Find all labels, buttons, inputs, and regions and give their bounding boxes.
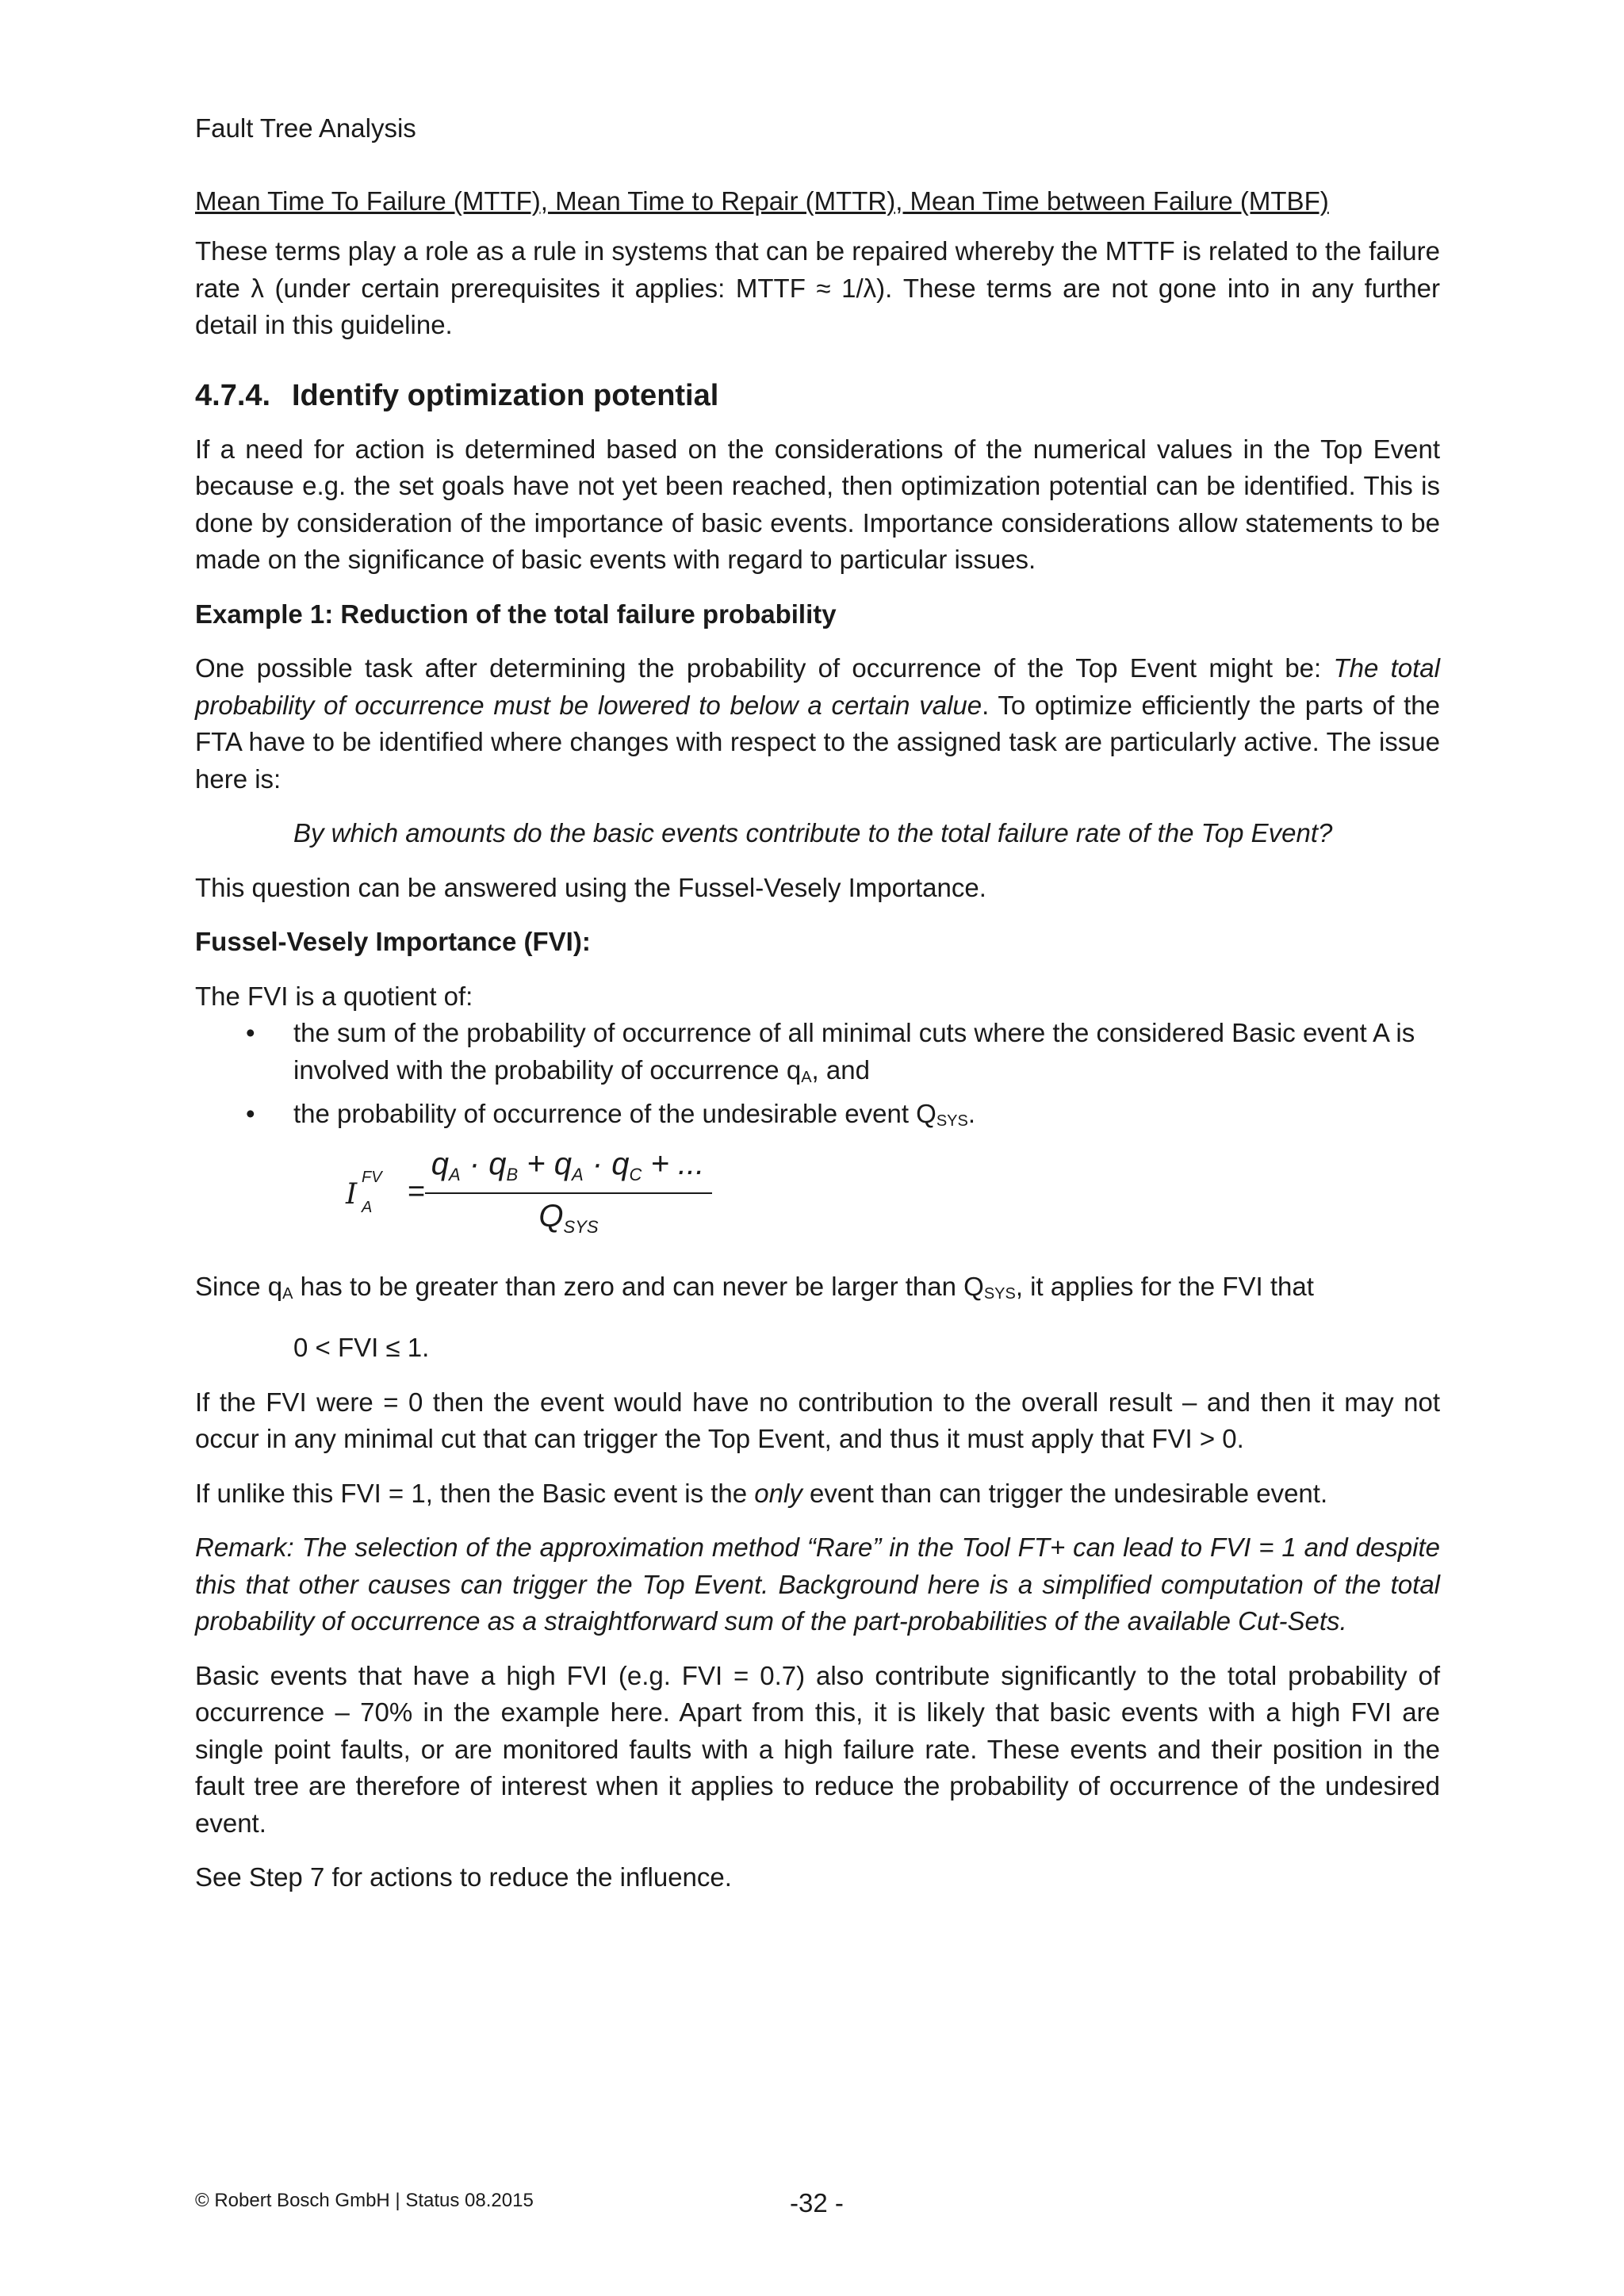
formula-lhs xyxy=(346,1168,382,1216)
bullet1-subscript: A xyxy=(801,1068,812,1086)
running-header: Fault Tree Analysis xyxy=(195,113,416,143)
bullet1-end: , and xyxy=(811,1054,870,1085)
formula-denominator: $Q_{SYS}$ xyxy=(538,1198,599,1237)
see-step-paragraph: See Step 7 for actions to reduce the influence. xyxy=(195,1862,732,1892)
example1-answer: This question can be answered using the Fussel-Vesely Importance. xyxy=(195,872,986,902)
footer-page-number: -32 - xyxy=(790,2188,844,2218)
bullet-glyph: • xyxy=(246,1099,255,1128)
high-fvi-paragraph: Basic events that have a high FVI (e.g. FVI = 0.7) also contribute significantly to the total probability of occurrence – 70% in the example here. Apart from this, it is likely that basic events with a high FVI are single point faults, or are monitored faults with a high failure rate. These events and their position in the fault tree are therefore of interest when it applies to reduce the probability of occurrence of the undesired event. xyxy=(195,1660,1440,1838)
list-item xyxy=(195,1015,1440,1096)
fvi-formula xyxy=(195,1146,1440,1246)
since-paragraph xyxy=(195,1269,1440,1313)
example1-paragraph xyxy=(195,650,1440,798)
since-subscript-a: A xyxy=(282,1284,293,1303)
document-page xyxy=(195,111,1440,1914)
example1-text-start: One possible task after determining the probability of occurrence of the Top Event might be: xyxy=(195,653,1334,683)
since-text-b: has to be greater than zero and can never be larger than Q xyxy=(293,1271,984,1301)
mttf-paragraph: These terms play a role as a rule in systems that can be repaired whereby the MTTF is related to the failure rate λ (under certain prerequisites it applies: MTTF ≈ 1/λ). These terms are not gone into in any further detail in this guideline. xyxy=(195,236,1440,339)
formula-equals: = xyxy=(408,1174,426,1208)
one-case-text-a: If unlike this FVI = 1, then the Basic event is the xyxy=(195,1478,755,1508)
fvi-heading: Fussel-Vesely Importance (FVI): xyxy=(195,927,591,956)
one-case-text-b: event than can trigger the undesirable event. xyxy=(802,1478,1328,1508)
bullet2-subscript: SYS xyxy=(936,1112,968,1130)
example1-heading: Example 1: Reduction of the total failure probability xyxy=(195,599,837,629)
section-heading xyxy=(195,376,1440,415)
formula-lhs-superscript: FV xyxy=(362,1168,382,1186)
fvi-one-case xyxy=(195,1475,1440,1513)
footer-copyright: © Robert Bosch GmbH | Status 08.2015 xyxy=(195,2190,534,2211)
fvi-bullet-list xyxy=(195,1015,1440,1140)
example1-question: By which amounts do the basic events contribute to the total failure rate of the Top Event? xyxy=(293,818,1333,848)
formula-lhs-symbol: I xyxy=(346,1177,358,1211)
list-item xyxy=(195,1096,1440,1140)
remark-paragraph: Remark: The selection of the approximation method “Rare” in the Tool FT+ can lead to FVI = 1 and despite this that other causes can trigger the Top Event. Background here is a simplified computation of the total probability of occurrence as a straightforward sum of the part-probabilities of the available Cut-Sets. xyxy=(195,1533,1440,1636)
example1-text-end: . To optimize efficiently the parts of the FTA have to be identified where changes with respect to the assigned task are particularly active. The issue here is: xyxy=(195,690,1440,794)
formula-numerator: $q_A \cdot q_B + q_A \cdot q_C$ + ... xyxy=(431,1146,705,1184)
section-intro: If a need for action is determined based on the considerations of the numerical values in the Top Event because e.g. the set goals have not yet been reached, then optimization potential can be identified. This is done by consideration of the importance of basic events. Importance considerations allow statements to be made on the significance of basic events with regard to particular issues. xyxy=(195,434,1440,574)
section-title: Identify optimization potential xyxy=(292,378,719,412)
bullet2-end: . xyxy=(967,1099,976,1128)
since-text-a: Since q xyxy=(195,1271,283,1301)
one-case-italic: only xyxy=(754,1478,802,1508)
mttf-heading: Mean Time To Failure (MTTF), Mean Time to Repair (MTTR), Mean Time between Failure (MTBF) xyxy=(195,186,1329,216)
bullet-glyph: • xyxy=(246,1018,255,1047)
since-text-c: , it applies for the FVI that xyxy=(1015,1271,1314,1301)
fvi-zero-case: If the FVI were = 0 then the event would have no contribution to the overall result – and then it may not occur in any minimal cut that can trigger the Top Event, and thus it must apply that FVI > 0. xyxy=(195,1387,1440,1453)
section-number: 4.7.4. xyxy=(195,378,271,412)
since-subscript-sys: SYS xyxy=(983,1284,1016,1303)
fvi-range: 0 < FVI ≤ 1. xyxy=(293,1333,430,1362)
example1-text-italic: The total probability of occurrence must be lowered to below a certain value xyxy=(195,653,1440,720)
bullet1-text: the sum of the probability of occurrence of all minimal cuts where the considered Basic event A is involved with the probability of occurrence q xyxy=(293,1018,1415,1085)
formula-fraction-bar xyxy=(425,1192,712,1194)
formula-lhs-subscript: A xyxy=(362,1198,373,1216)
fvi-intro: The FVI is a quotient of: xyxy=(195,981,473,1011)
bullet2-text: the probability of occurrence of the undesirable event Q xyxy=(293,1099,936,1128)
